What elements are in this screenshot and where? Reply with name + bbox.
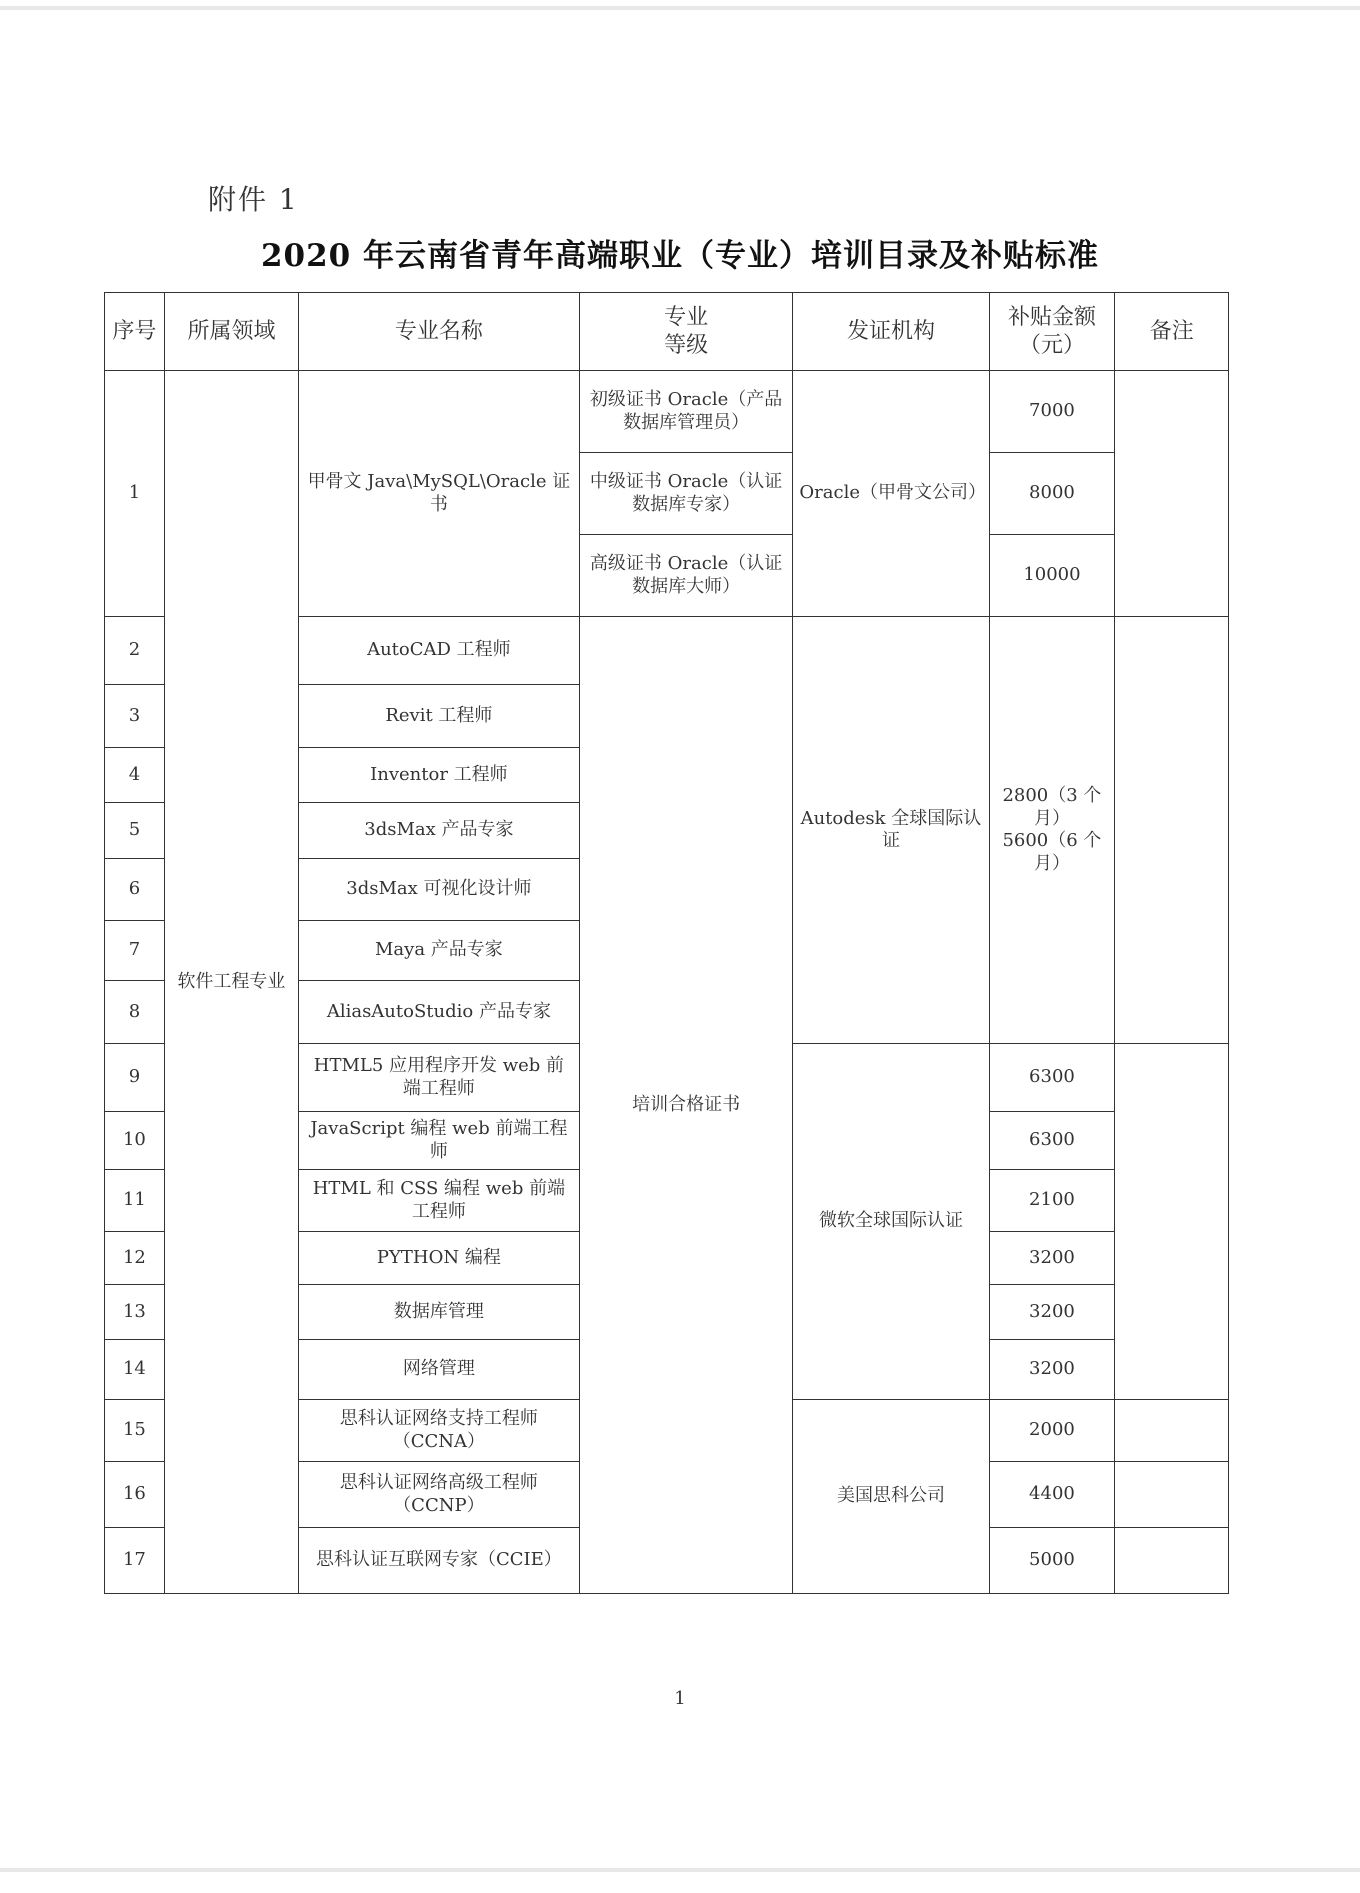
major-cell: Maya 产品专家 [299,921,580,981]
remarks-cell [1115,1400,1229,1462]
seq-cell: 1 [105,371,165,617]
seq-cell: 16 [105,1462,165,1528]
major-cell: AliasAutoStudio 产品专家 [299,981,580,1044]
major-cell: HTML 和 CSS 编程 web 前端工程师 [299,1170,580,1232]
major-cell: HTML5 应用程序开发 web 前端工程师 [299,1044,580,1112]
header-level: 专业 等级 [579,293,793,371]
seq-cell: 13 [105,1285,165,1340]
document-title: 2020 年云南省青年高端职业（专业）培训目录及补贴标准 [260,238,1100,274]
amount-cell: 3200 [989,1340,1115,1400]
seq-cell: 17 [105,1528,165,1594]
amount-cell: 2000 [989,1400,1115,1462]
major-cell: 3dsMax 产品专家 [299,803,580,859]
major-cell: 思科认证互联网专家（CCIE） [299,1528,580,1594]
major-cell: 数据库管理 [299,1285,580,1340]
training-catalog-table [104,292,1229,1594]
issuer-cell: 美国思科公司 [793,1400,989,1594]
remarks-cell [1115,1528,1229,1594]
issuer-cell: Autodesk 全球国际认证 [793,617,989,1044]
major-cell: 思科认证网络支持工程师（CCNA） [299,1400,580,1462]
amount-cell: 6300 [989,1112,1115,1170]
major-cell: Inventor 工程师 [299,748,580,803]
seq-cell: 12 [105,1232,165,1285]
major-cell: Revit 工程师 [299,685,580,748]
seq-cell: 7 [105,921,165,981]
page-number: 1 [674,1688,686,1709]
major-cell: JavaScript 编程 web 前端工程师 [299,1112,580,1170]
amount-cell: 2100 [989,1170,1115,1232]
seq-cell: 15 [105,1400,165,1462]
seq-cell: 8 [105,981,165,1044]
amount-cell: 10000 [989,535,1115,617]
major-cell: AutoCAD 工程师 [299,617,580,685]
scan-edge-top [0,6,1360,10]
amount-cell: 5000 [989,1528,1115,1594]
header-major: 专业名称 [299,293,580,371]
seq-cell: 9 [105,1044,165,1112]
issuer-cell: 微软全球国际认证 [793,1044,989,1400]
amount-cell: 3200 [989,1285,1115,1340]
remarks-cell [1115,1462,1229,1528]
header-remarks: 备注 [1115,293,1229,371]
amount-cell: 7000 [989,371,1115,453]
amount-cell: 3200 [989,1232,1115,1285]
seq-cell: 5 [105,803,165,859]
amount-cell: 6300 [989,1044,1115,1112]
amount-cell: 2800（3 个月） 5600（6 个月） [989,617,1115,1044]
header-row [105,293,1229,371]
major-cell: 甲骨文 Java\MySQL\Oracle 证书 [299,371,580,617]
level-cell: 中级证书 Oracle（认证数据库专家） [579,453,793,535]
major-cell: 思科认证网络高级工程师（CCNP） [299,1462,580,1528]
seq-cell: 6 [105,859,165,921]
major-cell: 网络管理 [299,1340,580,1400]
amount-cell: 4400 [989,1462,1115,1528]
seq-cell: 3 [105,685,165,748]
level-cell: 高级证书 Oracle（认证数据库大师） [579,535,793,617]
seq-cell: 10 [105,1112,165,1170]
seq-cell: 11 [105,1170,165,1232]
header-seq: 序号 [105,293,165,371]
table-row [105,371,1229,453]
remarks-cell [1115,1044,1229,1400]
seq-cell: 14 [105,1340,165,1400]
field-cell: 软件工程专业 [164,371,298,1594]
remarks-cell [1115,371,1229,617]
seq-cell: 4 [105,748,165,803]
header-field: 所属领域 [164,293,298,371]
remarks-cell [1115,617,1229,1044]
issuer-cell: Oracle（甲骨文公司） [793,371,989,617]
major-cell: 3dsMax 可视化设计师 [299,859,580,921]
level-cell: 初级证书 Oracle（产品数据库管理员） [579,371,793,453]
header-issuer: 发证机构 [793,293,989,371]
major-cell: PYTHON 编程 [299,1232,580,1285]
level-cell: 培训合格证书 [579,617,793,1594]
attachment-label: 附件 1 [208,183,299,216]
seq-cell: 2 [105,617,165,685]
amount-cell: 8000 [989,453,1115,535]
scan-edge-bottom [0,1868,1360,1872]
header-subsidy: 补贴金额 （元） [989,293,1115,371]
